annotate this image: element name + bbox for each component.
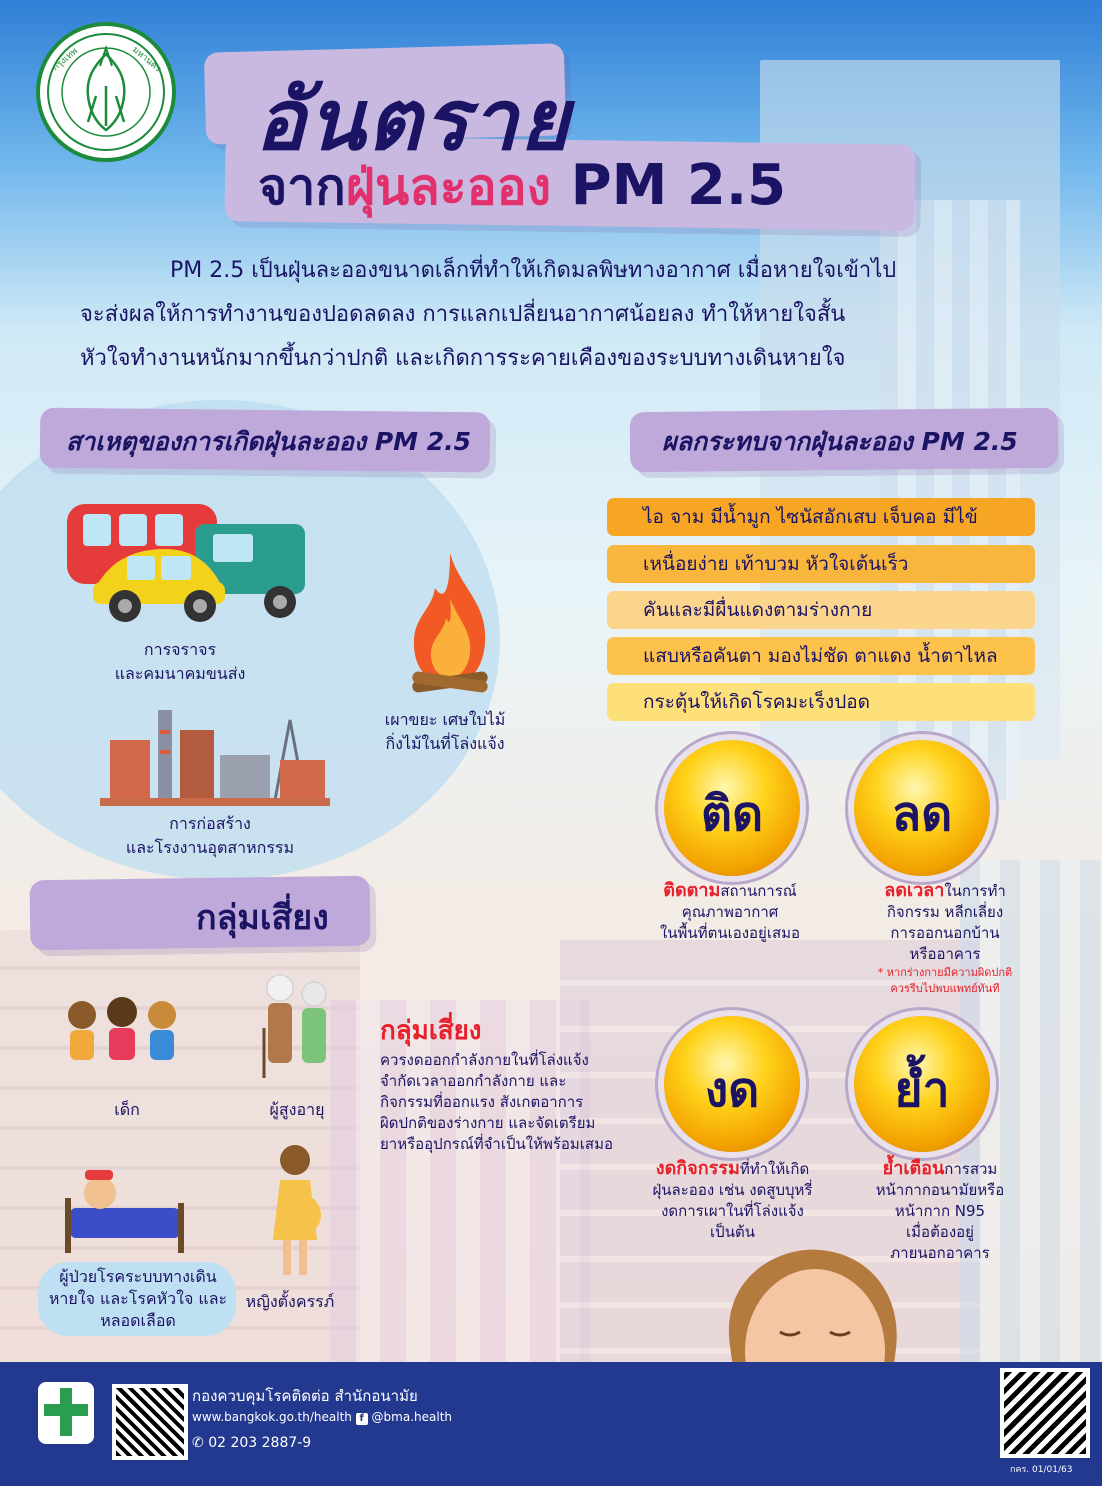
tip-track-line1: สถานการณ์: [720, 882, 797, 900]
title-sub-highlight: ฝุ่นละออง: [345, 158, 552, 216]
qr-code-right: [1000, 1368, 1090, 1458]
traffic-caption-line1: การจราจร: [143, 640, 217, 659]
title-main: อันตราย: [255, 71, 571, 169]
facebook-icon: f: [356, 1413, 368, 1425]
tip-track-line2: คุณภาพอากาศ: [681, 903, 779, 921]
tip-reduce-line1: ในการทำ: [944, 882, 1006, 900]
patient-caption: [40, 1266, 236, 1332]
title-sub-part-a: จาก: [258, 158, 346, 216]
traffic-caption: [80, 638, 280, 686]
bma-seal-logo: [36, 22, 176, 162]
risk-heading: กลุ่มเสี่ยง: [196, 898, 329, 938]
patient-caption-line2: หายใจ และโรคหัวใจ และ: [48, 1289, 228, 1308]
effect-item: กระตุ้นให้เกิดโรคมะเร็งปอด: [607, 683, 1035, 721]
intro-line-1: PM 2.5 เป็นฝุ่นละอองขนาดเล็กที่ทำให้เกิดมลพิษทางอากาศ เมื่อหายใจเข้าไป: [170, 258, 897, 283]
fire-illustration: [400, 548, 500, 698]
burning-caption-line1: เผาขยะ เศษใบไม้: [384, 710, 506, 729]
risk-advice-line2: จำกัดเวลาออกกำลังกาย และ: [380, 1072, 567, 1090]
phone-icon: ✆: [192, 1435, 204, 1451]
tip-remind-line2: หน้ากากอนามัยหรือ: [875, 1181, 1005, 1199]
tip-remind-line4: เมื่อต้องอยู่: [906, 1223, 974, 1241]
tip-orb-track: [664, 740, 800, 876]
footer-contact-row: [192, 1410, 452, 1425]
pregnant-woman-illustration: [255, 1140, 335, 1280]
elderly-illustration: [258, 968, 338, 1083]
effect-item: แสบหรือคันตา มองไม่ชัด ตาแดง น้ำตาไหล: [607, 637, 1035, 675]
tip-avoid-emphasis: งดกิจกรรม: [655, 1158, 740, 1179]
tip-orb-reduce-label: ลด: [891, 786, 953, 842]
seal-text-left: กรุงเทพ: [50, 46, 81, 74]
footer-facebook[interactable]: @bma.health: [371, 1410, 453, 1424]
tip-orb-avoid-label: งด: [704, 1062, 760, 1118]
tip-reduce-line3: การออกนอกบ้าน: [890, 924, 1000, 942]
children-caption: เด็ก: [114, 1100, 140, 1119]
effect-item: เหนื่อยง่าย เท้าบวม หัวใจเต้นเร็ว: [607, 545, 1035, 583]
industry-caption-line1: การก่อสร้าง: [169, 814, 251, 833]
footer-doc-code: กคร. 01/01/63: [1010, 1465, 1073, 1475]
footer-phone-row: [192, 1435, 311, 1451]
tip-remind-line1: การสวม: [944, 1160, 998, 1178]
traffic-illustration: [55, 494, 310, 624]
patient-caption-line1: ผู้ป่วยโรคระบบทางเดิน: [59, 1267, 217, 1286]
causes-heading: สาเหตุของการเกิดฝุ่นละออง PM 2.5: [66, 427, 472, 456]
tip-track-line3: ในพื้นที่ตนเองอยู่เสมอ: [659, 924, 801, 942]
tip-avoid-line2: ฝุ่นละออง เช่น งดสูบบุหรี่: [652, 1181, 813, 1199]
burning-caption: [350, 708, 540, 756]
effect-item: คันและมีผื่นแดงตามร่างกาย: [607, 591, 1035, 629]
tip-remind-line5: ภายนอกอาคาร: [890, 1244, 990, 1262]
footer-website[interactable]: www.bangkok.go.th/health: [192, 1410, 352, 1424]
tip-remind-emphasis: ย้ำเตือน: [882, 1158, 945, 1179]
effects-heading: ผลกระทบจากฝุ่นละออง PM 2.5: [662, 427, 1018, 456]
tip-track-emphasis: ติดตาม: [663, 880, 721, 901]
tip-reduce-note1: * หากร่างกายมีความผิดปกติ: [877, 966, 1013, 979]
qr-code-left: [112, 1384, 188, 1460]
title-sub: [258, 148, 786, 227]
pregnant-caption: หญิงตั้งครรภ์: [245, 1292, 335, 1311]
traffic-caption-line2: และคมนาคมขนส่ง: [114, 664, 246, 683]
seal-text-right: มหานคร: [130, 45, 163, 75]
patient-illustration: [60, 1148, 190, 1258]
tip-avoid-line1: ที่ทำให้เกิด: [739, 1160, 810, 1178]
health-dept-logo: [38, 1382, 94, 1444]
risk-advice-line3: กิจกรรมที่ออกแรง สังเกตอาการ: [380, 1093, 584, 1111]
intro-line-2: จะส่งผลให้การทำงานของปอดลดลง การแลกเปลี่ยนอากาศน้อยลง ทำให้หายใจสั้น: [80, 302, 846, 327]
risk-advice-title: กลุ่มเสี่ยง: [380, 1016, 482, 1046]
tip-avoid-line4: เป็นต้น: [710, 1223, 755, 1241]
title-sub-pm: PM 2.5: [551, 153, 787, 218]
tip-orb-reduce: [854, 740, 990, 876]
industry-caption-line2: และโรงงานอุตสาหกรรม: [125, 838, 295, 857]
tip-orb-remind: [854, 1016, 990, 1152]
effect-item: ไอ จาม มีน้ำมูก ไซนัสอักเสบ เจ็บคอ มีไข้: [607, 498, 1035, 536]
tip-orb-remind-label: ย้ำ: [894, 1062, 950, 1118]
tip-avoid-text: [625, 1158, 840, 1243]
tip-avoid-line3: งดการเผาในที่โล่งแจ้ง: [661, 1202, 804, 1220]
risk-advice-line4: ผิดปกติของร่างกาย และจัดเตรียม: [380, 1114, 596, 1132]
industry-caption: [100, 812, 320, 860]
tip-remind-line3: หน้ากาก N95: [894, 1202, 986, 1220]
tip-reduce-line4: หรืออาคาร: [909, 945, 981, 963]
tip-reduce-note2: ควรรีบไปพบแพทย์ทันที: [890, 982, 1000, 995]
tip-orb-track-label: ติด: [700, 786, 764, 842]
tip-track-text: [630, 880, 830, 944]
footer-phone: 02 203 2887-9: [208, 1435, 312, 1451]
risk-advice-line1: ควรงดออกกำลังกายในที่โล่งแจ้ง: [380, 1051, 589, 1069]
children-illustration: [62, 990, 182, 1080]
footer-org: กองควบคุมโรคติดต่อ สำนักอนามัย: [192, 1387, 418, 1405]
risk-advice-line5: ยาหรืออุปกรณ์ที่จำเป็นให้พร้อมเสมอ: [380, 1135, 613, 1153]
factory-illustration: [100, 700, 330, 810]
tip-reduce-line2: กิจกรรม หลีกเลี่ยง: [886, 903, 1004, 921]
tip-reduce-emphasis: ลดเวลา: [884, 880, 945, 901]
tip-reduce-text: [845, 880, 1045, 997]
patient-caption-line3: หลอดเลือด: [100, 1311, 176, 1330]
burning-caption-line2: กิ่งไม้ในที่โล่งแจ้ง: [385, 734, 505, 753]
risk-advice: [380, 1050, 650, 1155]
elderly-caption: ผู้สูงอายุ: [269, 1100, 325, 1119]
intro-line-3: หัวใจทำงานหนักมากขึ้นกว่าปกติ และเกิดการระคายเคืองของระบบทางเดินหายใจ: [80, 346, 846, 371]
tip-orb-avoid: [664, 1016, 800, 1152]
